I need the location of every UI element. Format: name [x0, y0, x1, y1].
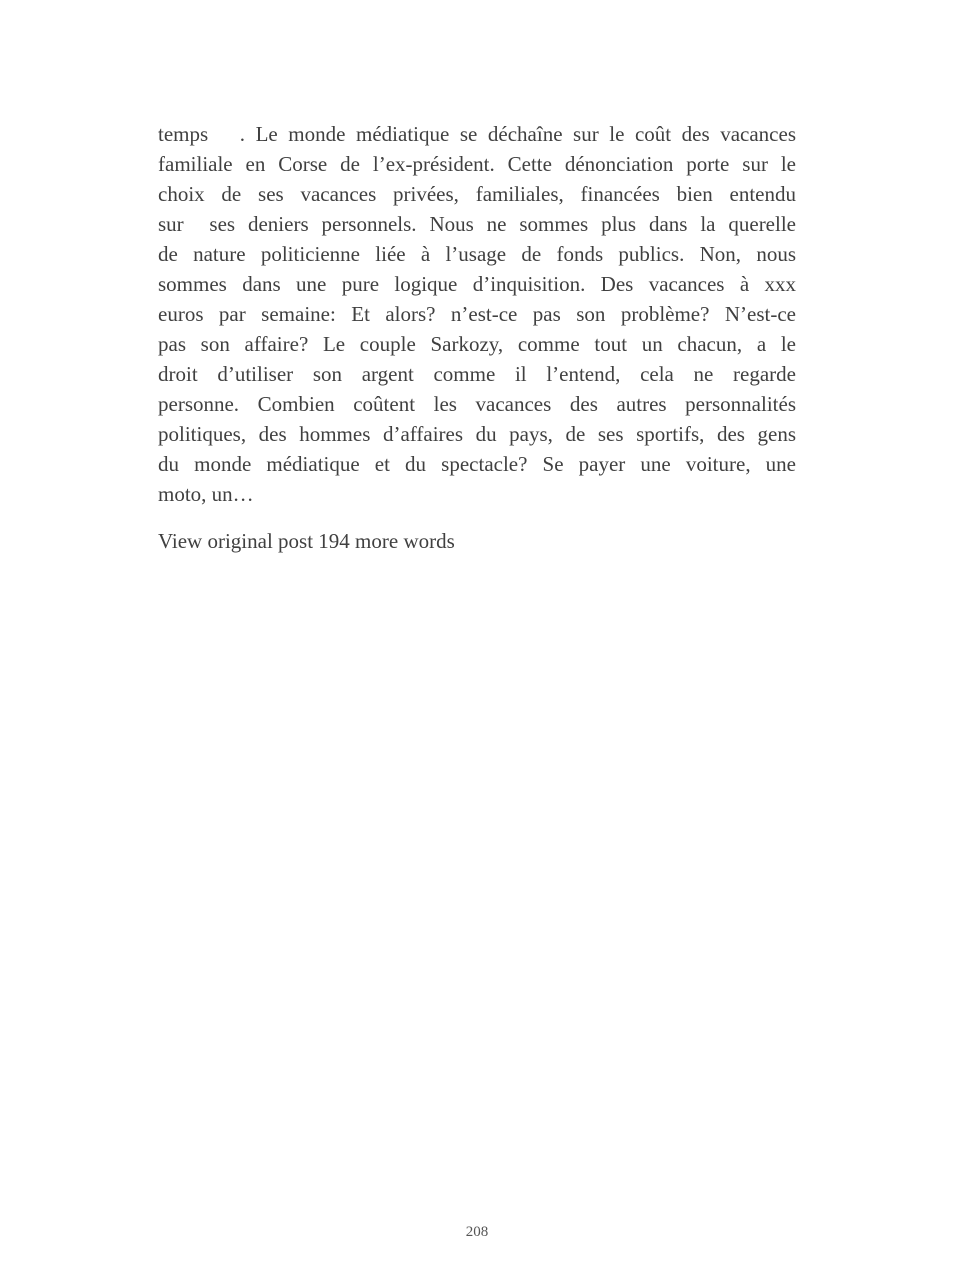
paragraph-line: de nature politicienne liée à l’usage de fonds publics. Non, nous [158, 242, 796, 266]
paragraph-line: personne. Combien coûtent les vacances des autres personnalités [158, 392, 796, 416]
article-excerpt [158, 119, 796, 509]
paragraph-line: pas son affaire? Le couple Sarkozy, comme tout un chacun, a le [158, 332, 796, 356]
paragraph-line: temps . Le monde médiatique se déchaîne sur le coût des vacances [158, 122, 796, 146]
paragraph-line: familiale en Corse de l’ex-président. Cette dénonciation porte sur le [158, 152, 796, 176]
paragraph-line: sommes dans une pure logique d’inquisition. Des vacances à xxx [158, 272, 796, 296]
paragraph-line: droit d’utiliser son argent comme il l’entend, cela ne regarde [158, 362, 796, 386]
view-original-post-link[interactable]: View original post 194 more words [158, 529, 455, 553]
paragraph-line: du monde médiatique et du spectacle? Se payer une voiture, une [158, 452, 796, 476]
page-number: 208 [465, 1224, 489, 1240]
paragraph-line: politiques, des hommes d’affaires du pays, de ses sportifs, des gens [158, 422, 796, 446]
paragraph-line: moto, un… [158, 482, 254, 506]
paragraph-line: euros par semaine: Et alors? n’est-ce pas son problème? N’est-ce [158, 302, 796, 326]
paragraph-line: sur ses deniers personnels. Nous ne sommes plus dans la querelle [158, 212, 796, 236]
paragraph-line: choix de ses vacances privées, familiales, financées bien entendu [158, 182, 796, 206]
